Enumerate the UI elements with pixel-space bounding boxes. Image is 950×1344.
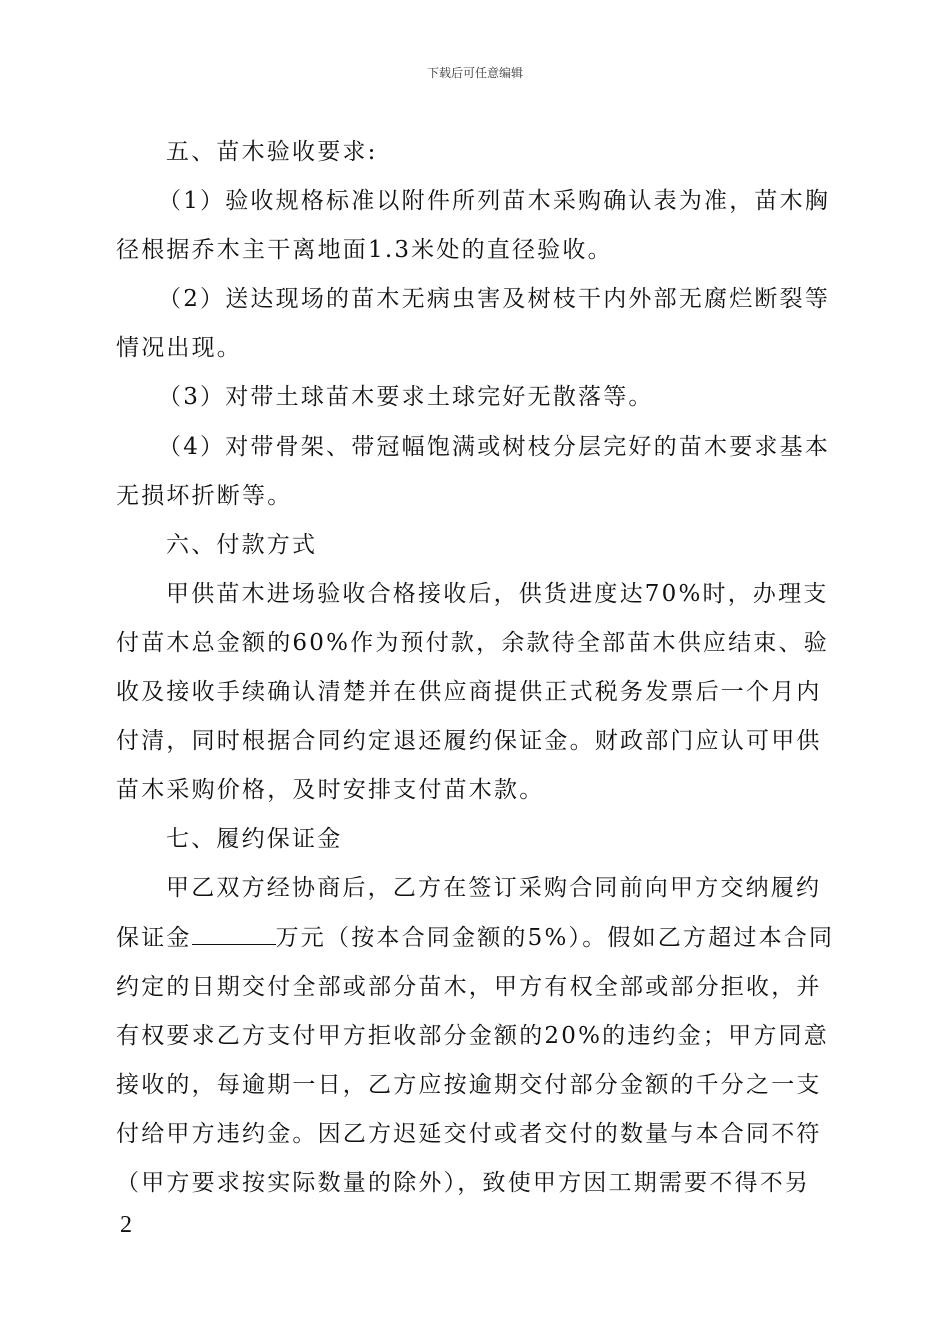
paragraph-line: 接收的，每逾期一日，乙方应按逾期交付部分金额的千分之一支	[116, 1071, 822, 1098]
text-before-blank: 保证金	[116, 924, 192, 951]
page-number: 2	[120, 1212, 132, 1238]
paragraph-line: （2）送达现场的苗木无病虫害及树枝干内外部无腐烂断裂等	[158, 286, 831, 313]
paragraph-line: 付给甲方违约金。因乙方迟延交付或者交付的数量与本合同不符	[116, 1120, 822, 1147]
section-heading-5: 五、苗木验收要求:	[166, 139, 378, 165]
section-heading-7: 七、履约保证金	[166, 826, 343, 853]
paragraph-line: （1）验收规格标准以附件所列苗木采购确认表为准，苗木胸	[158, 188, 831, 215]
paragraph-line: 无损坏折断等。	[116, 482, 293, 509]
page-header: 下载后可任意编辑	[426, 66, 523, 80]
paragraph-line: （甲方要求按实际数量的除外），致使甲方因工期需要不得不另	[116, 1169, 811, 1196]
paragraph-line: （4）对带骨架、带冠幅饱满或树枝分层完好的苗木要求基本	[158, 433, 831, 460]
paragraph-line: 收及接收手续确认清楚并在供应商提供正式税务发票后一个月内	[116, 679, 822, 706]
paragraph-line-with-blank	[116, 914, 840, 963]
paragraph-line: 苗木采购价格，及时安排支付苗木款。	[116, 777, 545, 804]
document-body	[116, 128, 840, 1208]
paragraph-line: 付苗木总金额的60%作为预付款，余款待全部苗木供应结束、验	[116, 629, 829, 656]
paragraph-line: 甲供苗木进场验收合格接收后，供货进度达70%时，办理支	[166, 580, 829, 607]
paragraph-line: 情况出现。	[116, 335, 242, 362]
paragraph-line: （3）对带土球苗木要求土球完好无散落等。	[158, 384, 654, 411]
text-after-blank: 万元（按本合同金额的5%）。假如乙方超过本合同	[275, 924, 835, 951]
paragraph-line: 甲乙双方经协商后，乙方在签订采购合同前向甲方交纳履约	[166, 875, 822, 902]
paragraph-line: 有权要求乙方支付甲方拒收部分金额的20%的违约金；甲方同意	[116, 1022, 829, 1049]
paragraph-line: 径根据乔木主干离地面1.3米处的直径验收。	[116, 237, 613, 264]
section-heading-6: 六、付款方式	[166, 531, 318, 558]
paragraph-line: 约定的日期交付全部或部分苗木，甲方有权全部或部分拒收，并	[116, 973, 822, 1000]
fill-in-blank	[192, 924, 276, 945]
paragraph-line: 付清，同时根据合同约定退还履约保证金。财政部门应认可甲供	[116, 728, 822, 755]
